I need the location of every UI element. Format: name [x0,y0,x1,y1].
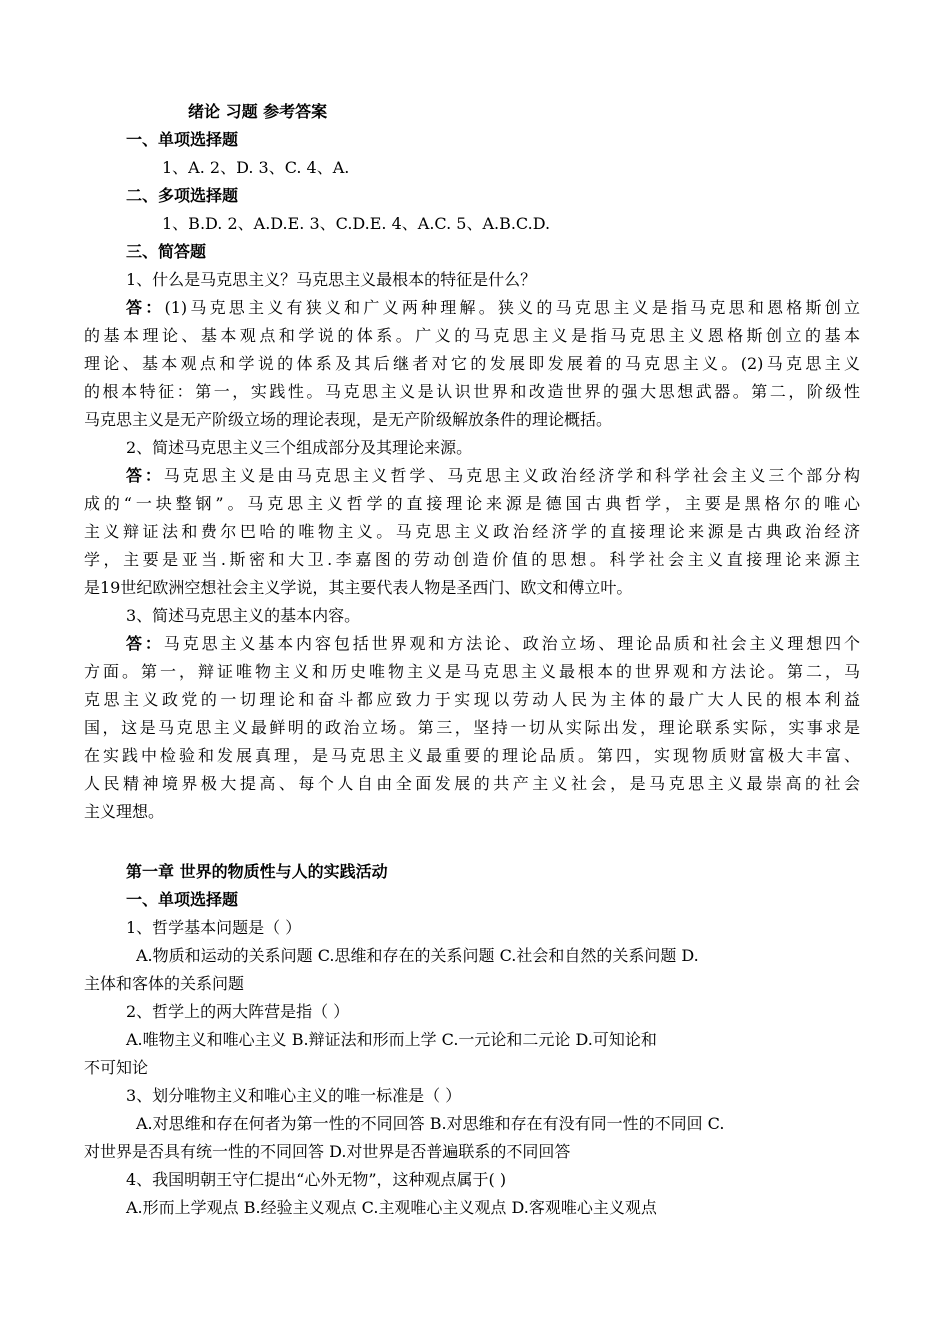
answer-1-line-2: 的基本理论、基本观点和学说的体系。广义的马克思主义是指马克思主义恩格斯创立的基本 [84,326,860,345]
answer-2-line-3: 主义辩证法和费尔巴哈的唯物主义。马克思主义政治经济学的直接理论来源是古典政治经济 [84,522,860,541]
answer-2-line-2: 成的“一块整钢”。马克思主义哲学的直接理论来源是德国古典哲学，主要是黑格尔的唯心 [84,494,860,513]
chapter-question-3: 3、划分唯物主义和唯心主义的唯一标准是（ ） [126,1086,462,1105]
chapter-question-1-options-cont: 主体和客体的关系问题 [84,974,245,993]
answer-3-line-2: 方面。第一，辩证唯物主义和历史唯物主义是马克思主义最根本的世界观和方法论。第二，马 [84,662,860,681]
answer-3-line-7: 主义理想。 [84,802,165,821]
question-1: 1、什么是马克思主义？马克思主义最根本的特征是什么？ [126,270,537,289]
section-heading-multi-choice: 二、多项选择题 [126,186,239,205]
chapter-question-2-options: A.唯物主义和唯心主义 B.辩证法和形而上学 C.一元论和二元论 D.可知论和 [126,1030,657,1049]
answer-2-line-4: 学，主要是亚当.斯密和大卫.李嘉图的劳动创造价值的思想。科学社会主义直接理论来源主 [84,550,860,569]
chapter-question-1: 1、哲学基本问题是（ ） [126,918,302,937]
answer-1-line-3: 理论、基本观点和学说的体系及其后继者对它的发展即发展着的马克思主义。(2)马克思主义 [84,354,860,373]
answer-1-line-5: 马克思主义是无产阶级立场的理论表现，是无产阶级解放条件的理论概括。 [84,410,613,429]
answer-label: 答： [126,298,165,317]
chapter-question-2: 2、哲学上的两大阵营是指（ ） [126,1002,350,1021]
chapter-title: 第一章 世界的物质性与人的实践活动 [126,862,388,881]
answer-3-line-5: 在实践中检验和发展真理，是马克思主义最重要的理论品质。第四，实现物质财富极大丰富、 [84,746,860,765]
answer-2-line-5: 是19世纪欧洲空想社会主义学说，其主要代表人物是圣西门、欧文和傅立叶。 [84,578,633,597]
chapter-question-4: 4、我国明朝王守仁提出“心外无物”，这种观点属于( ) [126,1170,507,1189]
chapter-question-2-options-cont: 不可知论 [84,1058,149,1077]
answer-2-line-1: 答：马克思主义是由马克思主义哲学、马克思主义政治经济学和科学社会主义三个部分构 [126,466,860,485]
answer-1-line-4: 的根本特征：第一，实践性。马克思主义是认识世界和改造世界的强大思想武器。第二，阶级性 [84,382,860,401]
chapter-question-3-options: A.对思维和存在何者为第一性的不同回答 B.对思维和存在有没有同一性的不同回 C. [136,1114,725,1133]
question-3: 3、简述马克思主义的基本内容。 [126,606,361,625]
multi-choice-answers: 1、B.D. 2、A.D.E. 3、C.D.E. 4、A.C. 5、A.B.C.D. [162,214,551,233]
section-heading-single-choice: 一、单项选择题 [126,130,239,149]
answer-label: 答： [126,634,164,653]
answer-3-line-3: 克思主义政党的一切理论和奋斗都应致力于实现以劳动人民为主体的最广大人民的根本利益 [84,690,860,709]
answer-label: 答： [126,466,164,485]
single-choice-answers: 1、A. 2、D. 3、C. 4、A. [162,158,350,177]
section-heading-short-answer: 三、简答题 [126,242,207,261]
chapter-question-4-options: A.形而上学观点 B.经验主义观点 C.主观唯心主义观点 D.客观唯心主义观点 [126,1198,657,1217]
chapter-question-1-options: A.物质和运动的关系问题 C.思维和存在的关系问题 C.社会和自然的关系问题 D. [136,946,699,965]
answer-3-line-6: 人民精神境界极大提高、每个人自由全面发展的共产主义社会，是马克思主义最崇高的社会 [84,774,860,793]
intro-title: 绪论 习题 参考答案 [188,102,328,121]
answer-3-line-1: 答：马克思主义基本内容包括世界观和方法论、政治立场、理论品质和社会主义理想四个 [126,634,860,653]
question-2: 2、简述马克思主义三个组成部分及其理论来源。 [126,438,473,457]
chapter-question-3-options-cont: 对世界是否具有统一性的不同回答 D.对世界是否普遍联系的不同回答 [84,1142,571,1161]
chapter-section-heading: 一、单项选择题 [126,890,239,909]
answer-1-line-1: 答：(1)马克思主义有狭义和广义两种理解。狭义的马克思主义是指马克思和恩格斯创立 [126,298,860,317]
answer-3-line-4: 国，这是马克思主义最鲜明的政治立场。第三，坚持一切从实际出发，理论联系实际，实事求是 [84,718,860,737]
